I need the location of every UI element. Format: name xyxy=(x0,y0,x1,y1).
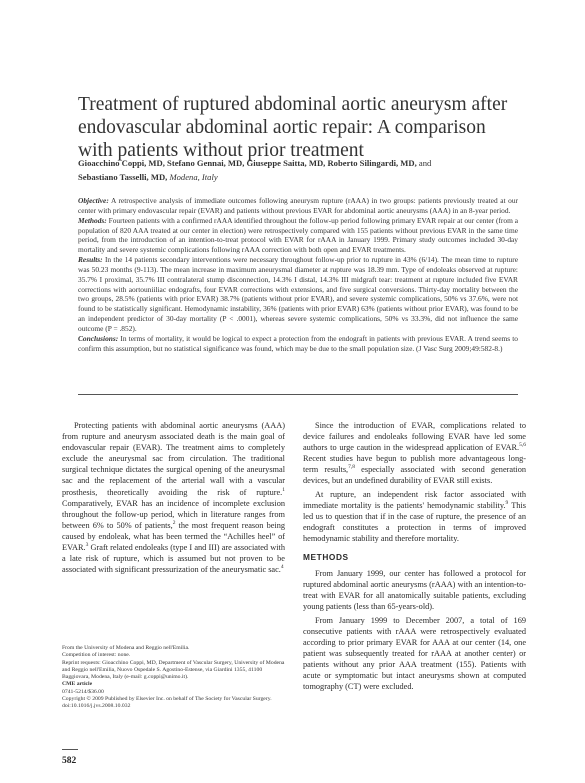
right-p1-text-a: Since the introduction of EVAR, complications related to device failures and endoleaks following EVAR have led some authors to urge caution in the widespread application of EVAR. xyxy=(303,421,526,453)
footnote-affiliation: From the University of Modena and Reggio nell'Emilia. xyxy=(62,645,190,651)
author-list xyxy=(78,157,518,184)
footnote-reprint: Reprint requests: Gioacchino Coppi, MD, Department of Vascular Surgery, University of Modena and Reggio nell'Emilia, Nuovo Ospedale S. Agostino-Estense, via Giardini 1355, 41100 Baggiovara, Modena, Italy (e-mail: g.coppi@unimo.it). xyxy=(62,659,285,681)
right-p2-text-a: At rupture, an independent risk factor associated with immediate mortality is the patients' hemodynamic stability. xyxy=(303,489,526,510)
abstract-results xyxy=(78,255,518,334)
methods-heading: METHODS xyxy=(303,552,349,563)
right-paragraph-1 xyxy=(303,420,526,487)
body-left-column xyxy=(62,420,285,575)
article-title: Treatment of ruptured abdominal aortic aneurysm after endovascular abdominal aortic repair: A comparison with patients without prior treatment xyxy=(78,94,508,162)
footnotes xyxy=(62,645,285,711)
methods-label: Methods: xyxy=(78,215,107,225)
right-p1-text-c: especially associated with second generation devices, but an undefined durability of EVAR still exists. xyxy=(303,465,526,486)
abstract-objective xyxy=(78,196,518,216)
intro-text-d: Graft related endoleaks (type I and III) are associated with a late risk of rupture, which is assumed but not proven to be associated with significant pressurization of the aneurysmatic sac. xyxy=(62,543,285,575)
ref-3: 3 xyxy=(85,542,89,549)
right-p2-text-b: This led us to question that if in the case of rupture, the presence of an endograft constitutes a protection in terms of improved hemodynamic stability and therefore mortality. xyxy=(303,500,526,543)
intro-text-a: Protecting patients with abdominal aortic aneurysms (AAA) from rupture and aneurysm associated death is the main goal of endovascular repair (EVAR). The treatment aims to completely exclude the aneurysmal sac from circulation. The traditional surgical technique dictates the surgical opening of the aneurysmal sac and the replacement of the arterial wall with a vascular prosthesis, theoretically avoiding the risk of rupture. xyxy=(62,421,285,497)
objective-label: Objective: xyxy=(78,196,109,205)
right-paragraph-3: From January 1999, our center has followed a protocol for ruptured abdominal aortic aneurysms (rAAA) with an intention-to-treat with EVAR for all anatomically suitable patients, excluding young patients (less than 65-years-old). xyxy=(303,569,526,612)
abstract-divider xyxy=(78,394,518,395)
page-number: 582 xyxy=(62,756,77,766)
ref-5-6: 5,6 xyxy=(519,442,526,449)
ref-1: 1 xyxy=(282,486,285,493)
results-label: Results: xyxy=(78,255,103,265)
abstract-methods xyxy=(78,216,518,255)
footnote-doi: doi:10.1016/j.jvs.2008.10.032 xyxy=(62,703,131,710)
author-location: Modena, Italy xyxy=(169,171,218,182)
footnote-competition: Competition of interest: none. xyxy=(62,652,131,659)
footnote-copyright: Copyright © 2009 Published by Elsevier Inc. on behalf of The Society for Vascular Surgery. xyxy=(62,696,272,703)
ref-2: 2 xyxy=(172,520,176,527)
results-text: In the 14 patients secondary interventions were necessary throughout follow-up prior to rupture in 43% (6/14). The mean time to rupture was 50.23 months (9-113). The mean increase in maximum aneurysmal diameter at rupture was 18.39 mm. Type of endoleaks observed at rupture: 35.7% I proximal, 35.7% III contralateral stump disconnection, 14.3% I distal, 14.3% III midgraft tear: treatment at rupture included five EVAR corrections with aortouniiliac endografts, four EVAR corrections with extensions, and five surgical conversions. Thirty-day mortality between the two groups, 28.5% (patients with prior EVAR) 38.7% (patients without prior EVAR), and severe systemic complications, 50% vs 37.6%, were not found to be statistically significant. Hemodynamic instability, 36% (patients with prior EVAR) 63% (patients without prior EVAR), was found to be an independent predictor of 30-day mortality (P < .0001), whereas severe systemic complications, 50% vs 33.3%, did not influence the same outcome (P = .852). xyxy=(78,255,518,333)
right-paragraph-2 xyxy=(303,489,526,544)
author-and: and xyxy=(418,158,432,168)
ref-9: 9 xyxy=(505,499,509,506)
intro-paragraph xyxy=(62,420,285,575)
ref-4: 4 xyxy=(280,564,284,571)
ref-7-8: 7,8 xyxy=(348,464,355,471)
right-paragraph-4: From January 1999 to December 2007, a total of 169 consecutive patients with rAAA were retrospectively evaluated according to prior primary EVAR for AAA at our center (14, one patient was subsequently treated for rAAA at another center) or patients without any prior AAA treatment (155). Patients with acute or symptomatic but intact aneurysms shown at computed tomography (CT) were excluded. xyxy=(303,615,526,692)
author-names-2: Sebastiano Tasselli, MD, xyxy=(78,171,168,182)
page-number-rule xyxy=(62,749,78,750)
conclusions-text: In terms of mortality, it would be logical to expect a protection from the endograft in patients with previous EVAR. A trend seems to confirm this assumption, but no statistical significance was found, which may be due to the small population size. (J Vasc Surg 2009;49:582-8.) xyxy=(78,333,518,353)
conclusions-label: Conclusions: xyxy=(78,333,119,343)
abstract xyxy=(78,196,518,354)
objective-text: A retrospective analysis of immediate outcomes following aneurysm rupture (rAAA) in two groups: patients previously treated at our center with primary endovascular repair (EVAR) and patients without previous EVAR for abdominal aortic aneurysms (AAA) in an 8-year period. xyxy=(78,196,518,215)
abstract-conclusions xyxy=(78,334,518,354)
intro-text-b: Comparatively, EVAR has an incidence of incomplete exclusion throughout the follow-up period, which in literature ranges from between 6% to 50% of patients, xyxy=(62,498,285,530)
right-p1-text-b: Recent studies have begun to publish more advantageous long-term results, xyxy=(303,454,526,475)
intro-text-c: the most frequent reason being caused by endoleak, what has been termed the “Achilles heel” of EVAR. xyxy=(62,520,285,553)
footnote-issn: 0741-5214/$36.00 xyxy=(62,688,104,695)
footnote-cme: CME article xyxy=(62,681,93,688)
body-right-column xyxy=(303,420,526,692)
methods-text: Fourteen patients with a confirmed rAAA identified throughout the follow-up period following primary EVAR repair at our center (from a population of 820 AAA treated at our center in election) were retrospectively compared with 155 patients without previous EVAR in the same time period, from the introduction of an intention-to-treat protocol with EVAR for rAAA in January 1999. Primary study outcomes included 30-day mortality and severe systemic complications following rAAA correction with both open and EVAR treatments. xyxy=(78,215,518,255)
author-names: Gioacchino Coppi, MD, Stefano Gennai, MD, Giuseppe Saitta, MD, Roberto Silingardi, MD, xyxy=(78,158,417,168)
